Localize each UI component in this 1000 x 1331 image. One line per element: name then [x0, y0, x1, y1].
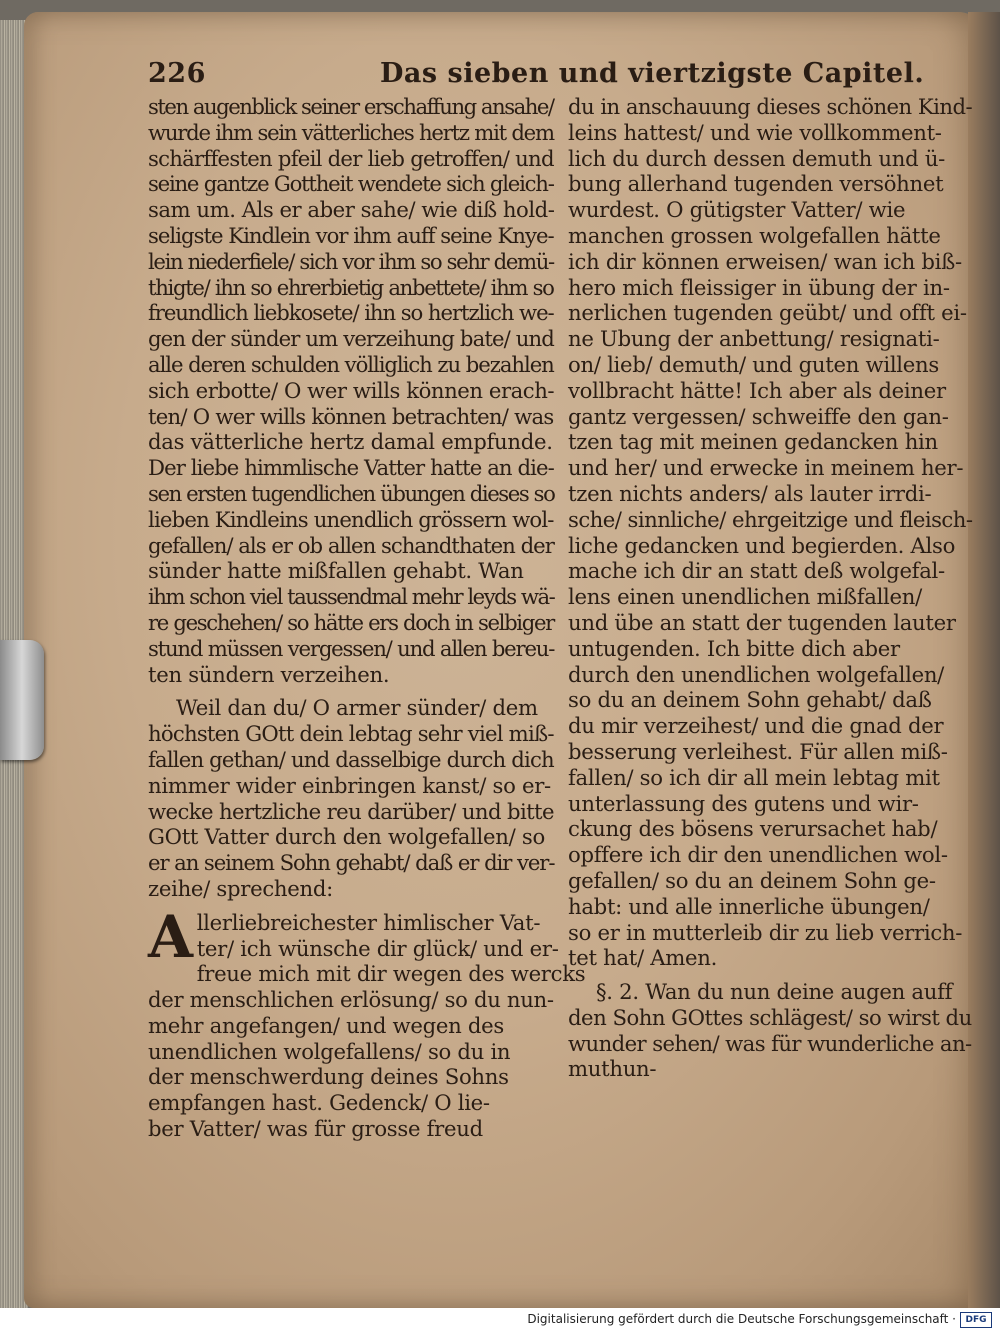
text-line: nerlichen tugenden geübt/ und offt ei-: [568, 300, 967, 326]
text-line: on/ lieb/ demuth/ und guten willens: [568, 351, 939, 377]
page-number: 226: [148, 58, 206, 89]
text-line: §. 2. Wan du nun deine augen auff: [596, 979, 953, 1005]
text-line: der menschwerdung deines Sohns: [148, 1064, 509, 1090]
funding-notice: Digitalisierung gefördert durch die Deutsche Forschungsgemeinschaft ·: [527, 1312, 956, 1326]
text-line: freundlich liebkosete/ ihn so hertzlich we-: [148, 300, 554, 326]
text-line: wecke hertzliche reu darüber/ und bitte: [148, 798, 554, 824]
text-line: mehr angefangen/ und wegen des: [148, 1012, 504, 1038]
text-line: re geschehen/ so hätte ers doch in selbiger: [148, 609, 554, 635]
text-line: vollbracht hätte! Ich aber als deiner: [568, 377, 946, 403]
text-line: gefallen/ als er ob allen schandthaten der: [148, 532, 554, 558]
text-line: lich du durch dessen demuth und ü-: [568, 145, 946, 171]
book-clasp: [0, 640, 44, 760]
text-line: das vätterliche hertz damal empfunde.: [148, 429, 553, 455]
text-line: den Sohn GOttes schlägest/ so wirst du: [568, 1004, 972, 1030]
drop-cap: A: [148, 902, 193, 971]
text-line: so du an deinem Sohn gehabt/ daß: [568, 687, 932, 713]
text-line: bung allerhand tugenden versöhnet: [568, 171, 944, 197]
text-line: mache ich dir an statt deß wolgefal-: [568, 558, 945, 584]
text-line: sam um. Als er aber sahe/ wie diß hold-: [148, 197, 555, 223]
footer-bar: [0, 1308, 1000, 1331]
text-line: Weil dan du/ O armer sünder/ dem: [176, 695, 538, 721]
text-line: seligste Kindlein vor ihm auff seine Knye-: [148, 222, 554, 248]
text-line: wurde ihm sein vätterliches hertz mit dem: [148, 119, 554, 145]
text-line: ich dir können erweisen/ wan ich biß-: [568, 248, 962, 274]
text-line: gefallen/ so du an deinem Sohn ge-: [568, 867, 936, 893]
text-line: seine gantze Gottheit wendete sich gleich-: [148, 171, 554, 197]
text-line: und übe an statt der tugenden lauter: [568, 609, 956, 635]
text-line: du mir verzeihest/ und die gnad der: [568, 713, 944, 739]
text-line: ne Ubung der anbettung/ resignati-: [568, 326, 940, 352]
text-line: alle deren schulden völliglich zu bezahlen: [148, 351, 554, 377]
text-line: thigte/ ihn so ehrerbietig anbettete/ ihm so: [148, 274, 554, 300]
text-line: sche/ sinnliche/ ehrgeitzige und fleisch-: [568, 506, 973, 532]
dfg-logo: DFG: [960, 1312, 992, 1328]
text-line: durch den unendlichen wolgefallen/: [568, 661, 945, 687]
text-line: lein niederfiele/ sich vor ihm so sehr demü-: [148, 248, 554, 274]
text-line: fallen gethan/ und dasselbige durch dich: [148, 746, 554, 772]
text-line: manchen grossen wolgefallen hätte: [568, 222, 941, 248]
gutter-shadow: [968, 12, 1000, 1308]
paragraph-gap: [148, 902, 554, 910]
text-line: schärffesten pfeil der lieb getroffen/ und: [148, 145, 554, 171]
text-line: GOtt Vatter durch den wolgefallen/ so: [148, 824, 545, 850]
text-line: muthun-: [568, 1056, 657, 1082]
paragraph-gap: [148, 687, 554, 695]
text-line: unendlichen wolgefallens/ so du in: [148, 1038, 511, 1064]
text-line: ckung des bösens verursachet hab/: [568, 816, 938, 842]
text-line: lieben Kindleins unendlich grössern wol-: [148, 506, 554, 532]
text-line: und her/ und erwecke in meinem her-: [568, 455, 964, 481]
text-line: empfangen hast. Gedenck/ O lie-: [148, 1090, 490, 1116]
text-line: untugenden. Ich bitte dich aber: [568, 635, 900, 661]
text-line: sünder hatte mißfallen gehabt. Wan: [148, 558, 524, 584]
text-line: sten augenblick seiner erschaffung ansahe/: [148, 94, 554, 119]
text-line: unterlassung des gutens und wir-: [568, 790, 919, 816]
text-line: habt: und alle innerliche übungen/: [568, 893, 930, 919]
text-line: nimmer wider einbringen kanst/ so er-: [148, 772, 551, 798]
text-line: der menschlichen erlösung/ so du nun-: [148, 987, 554, 1013]
text-line: so er in mutterleib dir zu lieb verrich-: [568, 919, 963, 945]
text-line: ten/ O wer wills können betrachten/ was: [148, 403, 554, 429]
text-line: gantz vergessen/ schweiffe den gan-: [568, 403, 949, 429]
text-line: ihm schon viel taussendmal mehr leyds wä-: [148, 584, 555, 610]
text-line: du in anschauung dieses schönen Kind-: [568, 94, 973, 119]
text-line: sich erbotte/ O wer wills können erach-: [148, 377, 555, 403]
text-line: gen der sünder um verzeihung bate/ und: [148, 326, 554, 352]
text-line: höchsten GOtt dein lebtag sehr viel miß-: [148, 721, 554, 747]
text-line: liche gedancken und begierden. Also: [568, 532, 956, 558]
text-line: tet hat/ Amen.: [568, 945, 718, 971]
text-line: llerliebreichester himlischer Vat-: [196, 909, 541, 935]
text-line: wurdest. O gütigster Vatter/ wie: [568, 197, 906, 223]
right-text-column: [568, 94, 972, 1082]
text-line: ber Vatter/ was für grosse freud: [148, 1116, 483, 1142]
text-line: fallen/ so ich dir all mein lebtag mit: [568, 764, 940, 790]
text-line: tzen nichts anders/ als lauter irrdi-: [568, 480, 932, 506]
prayer-opening: [148, 902, 559, 971]
text-line: tzen tag mit meinen gedancken hin: [568, 429, 938, 455]
text-line: wunder sehen/ was für wunderliche an-: [568, 1030, 972, 1056]
text-line: er an seinem Sohn gehabt/ daß er dir ver-: [148, 850, 555, 876]
text-line: lens einen unendlichen mißfallen/: [568, 584, 922, 610]
text-line: ter/ ich wünsche dir glück/ und er-: [196, 935, 559, 961]
text-line: hero mich fleissiger in übung der in-: [568, 274, 950, 300]
text-line: zeihe/ sprechend:: [148, 875, 333, 901]
text-line: ten sündern verzeihen.: [148, 661, 390, 687]
text-line: Der liebe himmlische Vatter hatte an die-: [148, 455, 554, 481]
text-line: freue mich mit dir wegen des wercks: [196, 961, 586, 987]
text-line: leins hattest/ und wie vollkomment-: [568, 119, 942, 145]
left-text-column: [148, 94, 586, 1142]
running-title: Das sieben und viertzigste Capitel.: [380, 58, 925, 89]
text-line: opffere ich dir den unendlichen wol-: [568, 842, 948, 868]
text-line: besserung verleihest. Für allen miß-: [568, 738, 948, 764]
paragraph-gap: [568, 971, 972, 979]
text-line: sen ersten tugendlichen übungen dieses so: [148, 480, 555, 506]
text-line: stund müssen vergessen/ und allen bereu-: [148, 635, 555, 661]
